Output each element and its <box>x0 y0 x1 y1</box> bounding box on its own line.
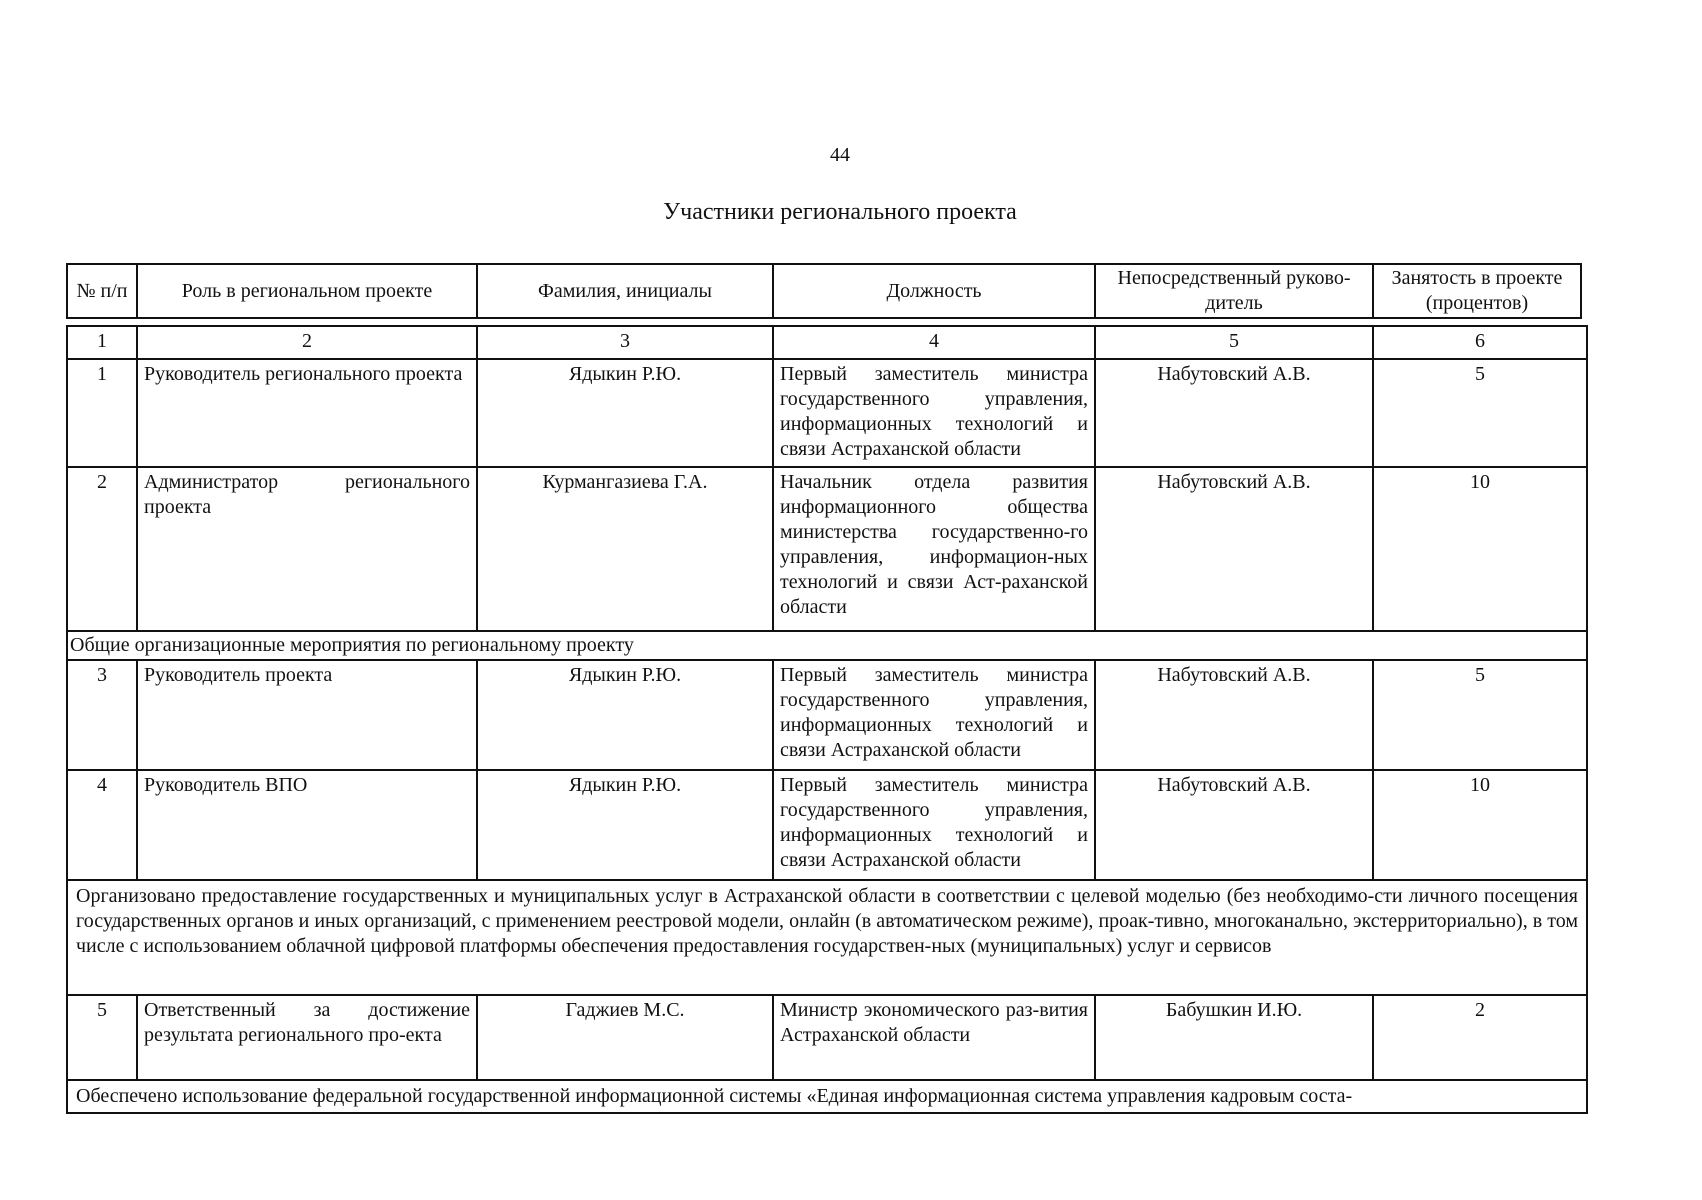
row-role: Руководитель ВПО <box>137 770 477 880</box>
row-number: 5 <box>67 995 137 1080</box>
row-position: Первый заместитель министра государственного управления, информационных технологий и связи Астраханской области <box>773 660 1095 770</box>
column-number: 5 <box>1095 326 1373 359</box>
row-name: Ядыкин Р.Ю. <box>477 359 773 467</box>
row-role: Руководитель проекта <box>137 660 477 770</box>
section-row <box>67 880 1587 995</box>
row-share: 10 <box>1373 467 1587 631</box>
column-number: 1 <box>67 326 137 359</box>
header-cell-role: Роль в региональном проекте <box>137 264 477 318</box>
row-manager: Набутовский А.В. <box>1095 467 1373 631</box>
column-number: 4 <box>773 326 1095 359</box>
row-position: Первый заместитель министра государственного управления, информационных технологий и связи Астраханской области <box>773 770 1095 880</box>
header-cell-name: Фамилия, инициалы <box>477 264 773 318</box>
header-cell-position: Должность <box>773 264 1095 318</box>
row-number: 1 <box>67 359 137 467</box>
section-row <box>67 631 1587 660</box>
row-share: 5 <box>1373 359 1587 467</box>
column-number: 3 <box>477 326 773 359</box>
row-name: Ядыкин Р.Ю. <box>477 770 773 880</box>
page-number: 44 <box>830 144 850 166</box>
row-manager: Набутовский А.В. <box>1095 770 1373 880</box>
table-row <box>67 467 1587 631</box>
table-row <box>67 770 1587 880</box>
row-share: 2 <box>1373 995 1587 1080</box>
row-number: 2 <box>67 467 137 631</box>
header-table <box>66 263 1582 319</box>
header-cell-share: Занятость в проекте (процентов) <box>1373 264 1581 318</box>
section-heading-hr-system: Обеспечено использование федеральной государственной информационной системы «Единая информационная система управления кадровым соста- <box>67 1080 1587 1113</box>
row-manager: Набутовский А.В. <box>1095 660 1373 770</box>
row-name: Курмангазиева Г.А. <box>477 467 773 631</box>
row-manager: Набутовский А.В. <box>1095 359 1373 467</box>
section-heading-general: Общие организационные мероприятия по региональному проекту <box>67 631 1587 660</box>
participants-table <box>66 325 1588 1114</box>
row-name: Гаджиев М.С. <box>477 995 773 1080</box>
row-share: 10 <box>1373 770 1587 880</box>
section-heading-services: Организовано предоставление государственных и муниципальных услуг в Астраханской области в соответствии с целевой моделью (без необходимо-сти личного посещения государственных органов и иных организаций, с применением реестровой модели, онлайн (в автоматическом режиме), проак-тивно, многоканально, экстерриториально), в том числе с использованием облачной цифровой платформы обеспечения предоставления государствен-ных (муниципальных) услуг и сервисов <box>67 880 1587 995</box>
row-position: Первый заместитель министра государственного управления, информационных технологий и связи Астраханской области <box>773 359 1095 467</box>
header-cell-number: № п/п <box>67 264 137 318</box>
row-role: Ответственный за достижение результата регионального про-екта <box>137 995 477 1080</box>
row-role: Руководитель регионального проекта <box>137 359 477 467</box>
row-share: 5 <box>1373 660 1587 770</box>
row-number: 4 <box>67 770 137 880</box>
header-cell-manager: Непосредственный руково-дитель <box>1095 264 1373 318</box>
table-row <box>67 660 1587 770</box>
row-position: Министр экономического раз-вития Астраханской области <box>773 995 1095 1080</box>
table-row <box>67 359 1587 467</box>
column-number-row <box>67 326 1587 359</box>
row-position: Начальник отдела развития информационного общества министерства государственно-го управления, информацион-ных технологий и связи Аст-раханской области <box>773 467 1095 631</box>
column-number: 6 <box>1373 326 1587 359</box>
row-number: 3 <box>67 660 137 770</box>
row-manager: Бабушкин И.Ю. <box>1095 995 1373 1080</box>
table-row <box>67 995 1587 1080</box>
header-row <box>67 264 1581 318</box>
row-name: Ядыкин Р.Ю. <box>477 660 773 770</box>
section-row <box>67 1080 1587 1113</box>
row-role: Администратор регионального проекта <box>137 467 477 631</box>
column-number: 2 <box>137 326 477 359</box>
document-title: Участники регионального проекта <box>663 199 1017 225</box>
